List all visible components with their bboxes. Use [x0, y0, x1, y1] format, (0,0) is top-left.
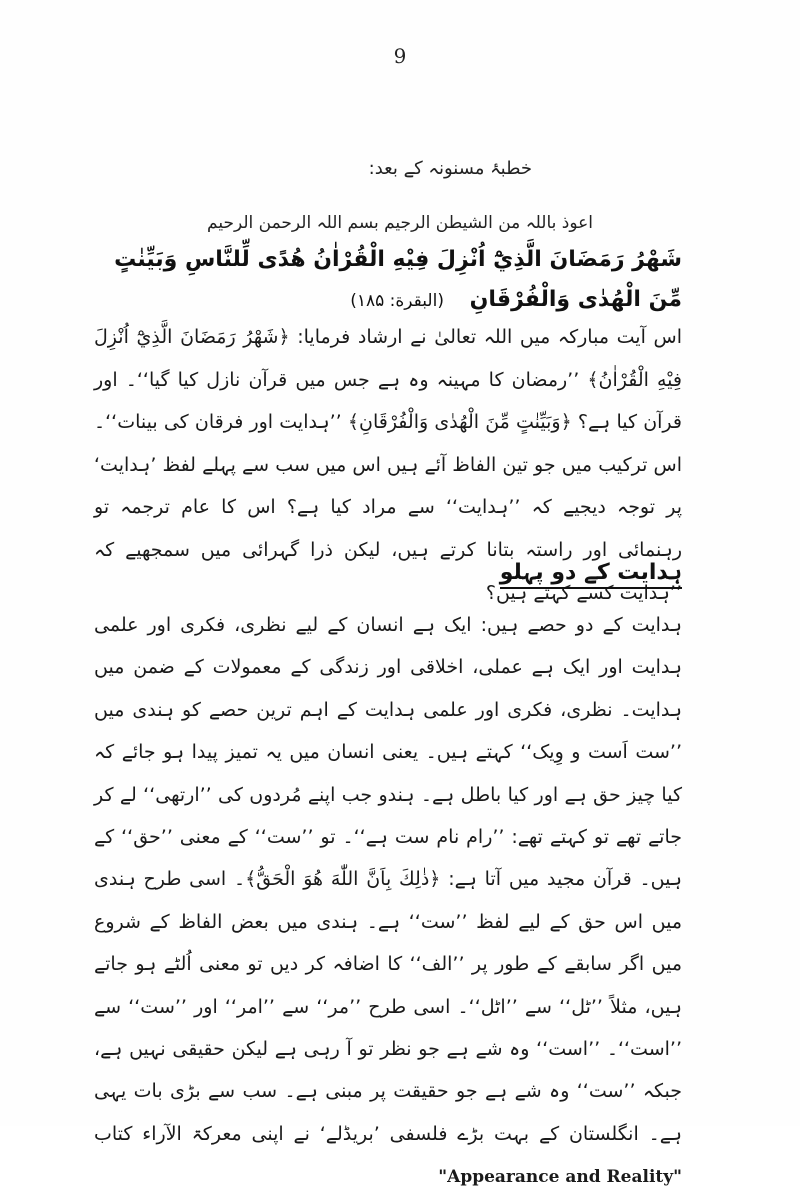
- quran-ayah: [102, 240, 682, 321]
- paragraph-1: اس آیت مبارکہ میں اللہ تعالیٰ نے ارشاد فرمایا: ﴿شَهْرُ رَمَضَانَ الَّذِيْٓ اُنْزِلَ فِيْهِ الْقُرْاٰنُ﴾ ’’رمضان کا مہینہ وہ ہے جس میں قرآن نازل کیا گیا‘‘۔ اور قرآن کیا ہے؟ ﴿وَبَيِّنٰتٍ مِّنَ الْهُدٰى وَالْفُرْقَانِ﴾ ’’ہدایت اور فرقان کی بینات‘‘۔ اس ترکیب میں جو تین الفاظ آئے ہیں اس میں سب سے پہلے لفظ ’ہدایت‘ پر توجہ دیجیے کہ ’’ہدایت‘‘ سے مراد کیا ہے؟ اس کا عام ترجمہ تو رہنمائی اور راستہ بتانا کرتے ہیں، لیکن ذرا گہرائی میں سمجھیے کہ ’’ہدایت کسے کہتے ہیں؟: [94, 326, 682, 604]
- paragraph-2: [94, 604, 682, 1199]
- intro-line: خطبۂ مسنونہ کے بعد:: [368, 158, 532, 179]
- taawwuz-bismillah: اعوذ باللہ من الشیطن الرجیم بسم اللہ الرحمن الرحیم: [207, 213, 593, 233]
- section-heading: [382, 560, 682, 585]
- book-title: "Appearance and Reality": [438, 1167, 682, 1188]
- section-heading-text: ہدایت کے دو پہلو: [500, 560, 682, 589]
- ayah-reference: (البقرة: ۱۸۵): [350, 291, 444, 311]
- page-number: 9: [393, 44, 407, 68]
- ayah-text: شَهْرُ رَمَضَانَ الَّذِيْٓ اُنْزِلَ فِيْهِ الْقُرْاٰنُ هُدًى لِّلنَّاسِ وَبَيِّنٰتٍ مِّنَ الْهُدٰى وَالْفُرْقَانِ: [114, 247, 682, 312]
- paragraph-2-text: ہدایت کے دو حصے ہیں: ایک ہے انسان کے لیے نظری، فکری اور علمی ہدایت اور ایک ہے عملی، اخلاقی اور زندگی کے معمولات کے ضمن میں ہدایت۔ نظری، فکری اور علمی ہدایت کے اہم ترین حصے کو ہندی میں ’’ست اَست و وِیک‘‘ کہتے ہیں۔ یعنی انسان میں یہ تمیز پیدا ہو جائے کہ کیا چیز حق ہے اور کیا باطل ہے۔ ہندو جب اپنے مُردوں کی ’’ارتھی‘‘ لے کر جاتے تھے تو کہتے تھے: ’’رام نام ست ہے‘‘۔ تو ’’ست‘‘ کے معنی ’’حق‘‘ کے ہیں۔ قرآن مجید میں آتا ہے: ﴿ذٰلِكَ بِاَنَّ اللّٰهَ هُوَ الْحَقُّ﴾۔ اسی طرح ہندی میں اس حق کے لیے لفظ ’’ست‘‘ ہے۔ ہندی میں بعض الفاظ کے شروع میں اگر سابقے کے طور پر ’’الف‘‘ کا اضافہ کر دیں تو معنی اُلٹے ہو جاتے ہیں، مثلاً ’’ٹل‘‘ سے ’’اٹل‘‘۔ اسی طرح ’’مر‘‘ سے ’’امر‘‘ اور ’’ست‘‘ سے ’’است‘‘۔ ’’است‘‘ وہ شے ہے جو نظر تو آ رہی ہے لیکن حقیقی نہیں ہے، جبکہ ’’ست‘‘ وہ شے ہے جو حقیقت پر مبنی ہے۔ سب سے بڑی بات یہی ہے۔ انگلستان کے بہت بڑے فلسفی ’بریڈلے‘ نے اپنی معرکۃ الآراء کتاب: [94, 614, 682, 1145]
